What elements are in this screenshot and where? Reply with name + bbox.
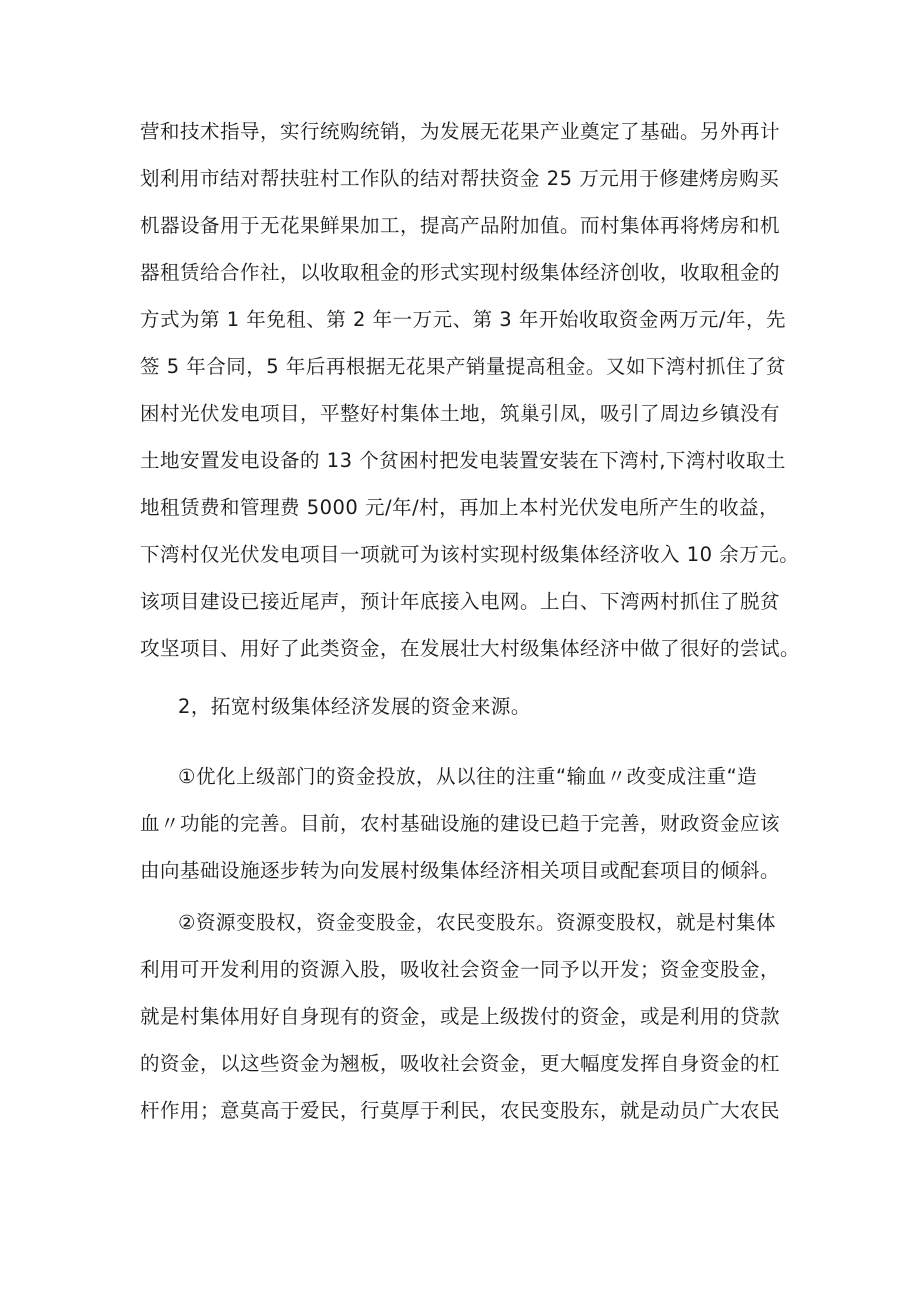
paragraph-2-line-2: 血〃功能的完善。目前，农村基础设施的建设已趋于完善，财政资金应该	[140, 812, 781, 835]
paragraph-1-line-8: 土地安置发电设备的 13 个贫困村把发电装置安装在下湾村,下湾村收取土	[140, 449, 786, 472]
paragraph-1-line-6: 签 5 年合同，5 年后再根据无花果产销量提高租金。又如下湾村抓住了贫	[140, 355, 786, 378]
paragraph-1-line-12: 攻坚项目、用好了此类资金，在发展壮大村级集体经济中做了很好的尝试。	[140, 637, 801, 660]
paragraph-1-line-2: 划利用市结对帮扶驻村工作队的结对帮扶资金 25 万元用于修建烤房购买	[140, 167, 780, 190]
section-heading-2: 2，拓宽村级集体经济发展的资金来源。	[178, 695, 531, 718]
paragraph-1-line-10: 下湾村仅光伏发电项目一项就可为该村实现村级集体经济收入 10 余万元。	[140, 543, 800, 566]
paragraph-3-line-2: 利用可开发利用的资源入股，吸收社会资金一同予以开发；资金变股金，	[140, 958, 781, 981]
paragraph-1-line-4: 器租赁给合作社，以收取租金的形式实现村级集体经济创收，收取租金的	[140, 261, 781, 284]
paragraph-3-line-1: ②资源变股权，资金变股金，农民变股东。资源变股权，就是村集体	[178, 911, 776, 934]
paragraph-1-line-11: 该项目建设已接近尾声，预计年底接入电网。上白、下湾两村抓住了脱贫	[140, 590, 781, 613]
paragraph-3-line-4: 的资金，以这些资金为翘板，吸收社会资金，更大幅度发挥自身资金的杠	[140, 1052, 781, 1075]
paragraph-2-line-1: ①优化上级部门的资金投放，从以往的注重“输血〃改变成注重“造	[178, 765, 758, 788]
paragraph-1-line-7: 困村光伏发电项目，平整好村集体土地，筑巢引凤，吸引了周边乡镇没有	[140, 402, 781, 425]
paragraph-2-line-3: 由向基础设施逐步转为向发展村级集体经济相关项目或配套项目的倾斜。	[140, 859, 781, 882]
paragraph-1-line-5: 方式为第 1 年免租、第 2 年一万元、第 3 年开始收取资金两万元/年，先	[140, 308, 786, 331]
paragraph-3-line-3: 就是村集体用好自身现有的资金，或是上级拨付的资金，或是利用的贷款	[140, 1005, 781, 1028]
paragraph-1-line-9: 地租赁费和管理费 5000 元/年/村，再加上本村光伏发电所产生的收益，	[140, 496, 780, 519]
paragraph-3-line-5: 杆作用；意莫高于爱民，行莫厚于利民，农民变股东，就是动员广大农民	[140, 1099, 781, 1122]
paragraph-1-line-3: 机器设备用于无花果鲜果加工，提高产品附加值。而村集体再将烤房和机	[140, 214, 781, 237]
paragraph-1-line-1: 营和技术指导，实行统购统销，为发展无花果产业奠定了基础。另外再计	[140, 120, 781, 143]
